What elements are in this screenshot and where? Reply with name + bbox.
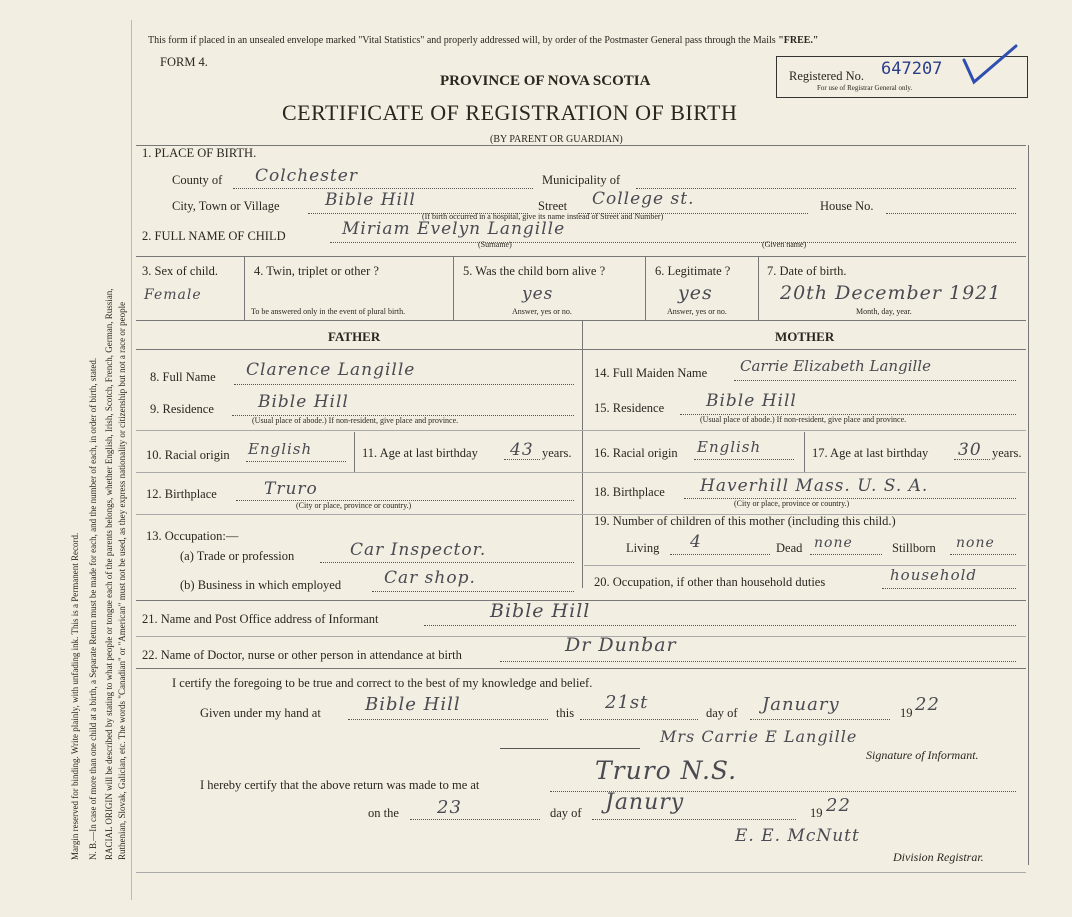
father-trade-value: Car Inspector. [350,540,487,560]
certificate-subtitle: (BY PARENT OR GUARDIAN) [490,134,623,145]
father-residence-value: Bible Hill [258,392,349,412]
cert-year-value: 22 [915,694,940,715]
child-name-line [330,242,1016,243]
born-alive-note: Answer, yes or no. [512,307,572,316]
day-line [580,719,698,720]
mother-age-value: 30 [958,440,982,460]
dead-value: none [814,535,853,551]
father-abode-note: (Usual place of abode.) If non-resident, give place and province. [252,416,459,425]
blank-signature-rule [500,748,640,749]
margin-notes [0,0,130,917]
father-trade-label: (a) Trade or profession [180,549,295,563]
mother-racial-divider [804,432,805,472]
mother-residence-value: Bible Hill [706,391,797,411]
municipality-label: Municipality of [542,173,621,187]
sex-value: Female [144,287,202,303]
city-value: Bible Hill [325,190,416,210]
mother-city-note: (City or place, province or country.) [734,499,850,508]
margin-note-2: N. B.—In case of more than one child at a birth, a Separate Return must be made for each, and the number of each, in order of birth, stated. [88,357,98,860]
father-name-value: Clarence Langille [246,360,416,380]
father-occupation-label: 13. Occupation:— [146,529,239,543]
twin-label: 4. Twin, triplet or other ? [254,264,379,278]
street-label: Street [538,199,568,213]
born-alive-value: yes [522,284,554,304]
father-residence-label: 9. Residence [150,402,214,416]
registrar-signature: E. E. McNutt [735,826,860,846]
father-business-value: Car shop. [384,568,476,588]
mother-children-label: 19. Number of children of this mother (including this child.) [594,514,896,528]
county-line [233,188,533,189]
mother-occupation-value: household [890,566,978,584]
registrar-day-value: 23 [437,797,462,818]
father-business-label: (b) Business in which employed [180,578,342,592]
surname-note: (Surname) [478,240,512,249]
registrar-day-line [410,819,540,820]
registrar-year-value: 22 [826,795,851,816]
certification-rule [136,668,1026,669]
father-years-label: years. [542,446,572,460]
registrar-month-value: Janury [605,790,685,815]
stillborn-value: none [956,535,995,551]
given-name-note: (Given name) [762,240,807,249]
mother-birthplace-label: 18. Birthplace [594,485,665,499]
legitimate-note: Answer, yes or no. [667,307,727,316]
division-registrar-label: Division Registrar. [893,850,984,864]
mother-racial-value: English [697,438,762,456]
father-name-line [234,384,574,385]
cert-month-value: January [762,694,840,715]
parents-divider [582,320,583,588]
registered-number: 647207 [881,59,943,79]
legitimate-value: yes [678,282,713,304]
hospital-note: (If birth occurred in a hospital, give its name instead of Street and Number) [422,212,664,221]
doctor-value: Dr Dunbar [565,634,677,656]
mother-occupation-line [882,588,1016,589]
certify-text: I certify the foregoing to be true and correct to the best of my knowledge and belief. [172,676,593,690]
registrar-place-value: Truro N.S. [595,756,738,785]
stillborn-label: Stillborn [892,541,936,555]
signature-of-informant-label: Signature of Informant. [866,748,979,762]
dead-label: Dead [776,541,803,555]
province-heading: PROVINCE OF NOVA SCOTIA [440,73,651,89]
certificate-title: CERTIFICATE OF REGISTRATION OF BIRTH [282,100,738,125]
form-bottom-rule [136,872,1026,873]
parents-heading-rule [136,349,1026,350]
father-racial-label: 10. Racial origin [146,448,230,462]
margin-note-3: RACIAL ORIGIN will be described by stating to what people or tongue each of the parents belongs, whether English, Irish, Scotch, French, German, Russian, [104,288,114,860]
dead-line [810,554,882,555]
dob-value: 20th December 1921 [780,282,1002,304]
mother-name-label: 14. Full Maiden Name [594,366,708,380]
mother-abode-note: (Usual place of abode.) If non-resident, give place and province. [700,415,907,424]
registrar-month-line [592,819,796,820]
mother-years-label: years. [992,446,1022,460]
mother-birthplace-value: Haverhill Mass. U. S. A. [700,476,929,496]
father-age-label: 11. Age at last birthday [362,446,478,460]
place-of-birth-heading: 1. PLACE OF BIRTH. [142,146,257,160]
living-value: 4 [690,532,702,552]
racial-row-bottom-rule [136,472,1026,473]
row3-divider-3 [645,256,646,320]
mother-heading: MOTHER [775,329,835,344]
margin-note-1: Margin reserved for binding. Write plainly, with unfading ink. This is a Permanent Record. [70,532,80,860]
father-racial-divider [354,432,355,472]
margin-rule [131,20,132,900]
given-label: Given under my hand at [200,706,321,720]
father-racial-line [246,461,346,462]
given-place-line [348,719,548,720]
doctor-label: 22. Name of Doctor, nurse or other person in attendance at birth [142,648,462,662]
legitimate-label: 6. Legitimate ? [655,264,731,278]
doctor-line [500,661,1016,662]
stillborn-line [950,554,1016,555]
father-birthplace-value: Truro [264,479,318,499]
mother-residence-label: 15. Residence [594,401,665,415]
street-value: College st. [592,189,695,209]
mother-occupation-label: 20. Occupation, if other than household duties [594,575,826,589]
given-place-value: Bible Hill [365,694,461,715]
father-business-line [372,591,574,592]
mother-name-line [734,380,1016,381]
living-label: Living [626,541,660,555]
house-no-label: House No. [820,199,874,213]
free-postage-notice: This form if placed in an unsealed envelope marked "Vital Statistics" and properly addressed will, by order of the Postmaster General pass through the Mails "FREE." [148,35,819,46]
registrar-year-prefix: 19 [810,806,823,820]
county-value: Colchester [255,166,358,186]
city-label: City, Town or Village [172,199,280,213]
sex-label: 3. Sex of child. [142,264,219,278]
form-number: FORM 4. [160,55,208,69]
father-city-note: (City or place, province or country.) [296,501,412,510]
registered-label: Registered No. [789,69,864,83]
form-right-rule [1028,145,1029,865]
mother-racial-label: 16. Racial origin [594,446,678,460]
father-trade-line [320,562,574,563]
this-label: this [556,706,575,720]
mother-racial-line [694,459,794,460]
mother-age-label: 17. Age at last birthday [812,446,929,460]
father-racial-value: English [248,440,313,458]
registrar-day-of-label: day of [550,806,582,820]
informant-value: Bible Hill [490,600,591,622]
dob-label: 7. Date of birth. [767,264,847,278]
born-alive-label: 5. Was the child born alive ? [463,264,606,278]
cert-year-prefix: 19 [900,706,913,720]
on-the-label: on the [368,806,399,820]
twin-note: To be answered only in the event of plural birth. [251,307,406,316]
racial-row-top-rule [136,430,1026,431]
informant-signature: Mrs Carrie E Langille [660,727,858,746]
registrar-certify-text: I hereby certify that the above return was made to me at [200,778,480,792]
father-birthplace-label: 12. Birthplace [146,487,217,501]
informant-line [424,625,1016,626]
informant-label: 21. Name and Post Office address of Informant [142,612,379,626]
father-heading: FATHER [328,329,381,344]
row3-divider-4 [758,256,759,320]
form-top-rule [136,145,1026,146]
dob-note: Month, day, year. [856,307,912,316]
father-name-label: 8. Full Name [150,370,216,384]
living-line [670,554,770,555]
checkmark-icon [958,42,1022,90]
county-label: County of [172,173,223,187]
child-name-label: 2. FULL NAME OF CHILD [142,229,286,243]
child-name-value: Miriam Evelyn Langille [342,219,566,239]
row3-bottom-rule [136,320,1026,321]
margin-note-4: Ruthenian, Slovak, Galician, etc. The words "Canadian" or "American" must not be used, as they express nationality or citizenship but not a race or people [117,301,127,860]
registrar-note: For use of Registrar General only. [817,84,913,92]
day-of-label: day of [706,706,738,720]
father-age-value: 43 [510,440,534,460]
mother-name-value: Carrie Elizabeth Langille [740,357,931,375]
row3-divider-2 [453,256,454,320]
row3-top-rule [136,256,1026,257]
house-no-line [886,213,1016,214]
cert-day-value: 21st [605,692,649,713]
month-line [750,719,890,720]
row3-divider-1 [244,256,245,320]
